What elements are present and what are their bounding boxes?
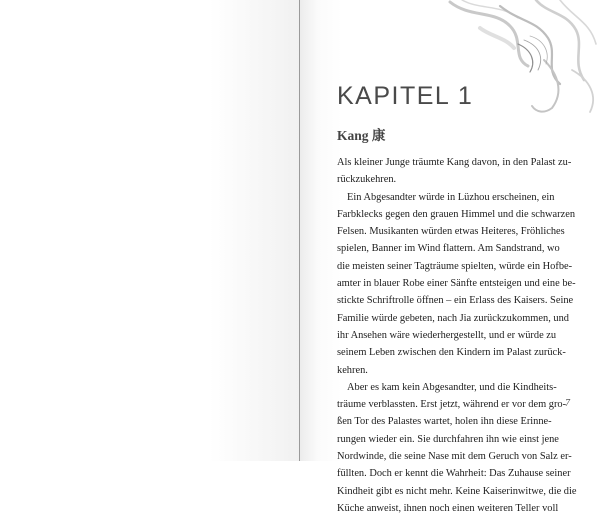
section-heading: Kang 康 <box>337 128 386 143</box>
text-line: seinem Leben zwischen den Kindern im Palast zurück- <box>337 347 566 359</box>
chapter-title: KAPITEL 1 <box>337 82 474 110</box>
body-text <box>337 154 577 517</box>
text-line: Ein Abgesandter würde in Lüzhou erscheinen, ein <box>347 191 555 203</box>
text-line: träume verblassten. Erst jetzt, während er vor dem gro- <box>337 399 567 411</box>
text-line: Felsen. Musikanten würden etwas Heiteres, Fröhliches <box>337 226 565 238</box>
text-line: stickte Schriftrolle öffnen – ein Erlass des Kaisers. Seine <box>337 295 574 307</box>
text-line: ihr Ansehen wäre wiederhergestellt, und er würde zu <box>337 329 557 341</box>
text-line: Kindheit gibt es nicht mehr. Keine Kaiserinwitwe, die die <box>337 485 577 497</box>
text-line: Als kleiner Junge träumte Kang davon, in den Palast zu- <box>337 157 572 168</box>
left-page-blank <box>0 0 299 461</box>
text-line: amter in blauer Robe einer Sänfte entsteigen und eine be- <box>337 278 576 290</box>
text-line: rückzukehren. <box>337 174 397 186</box>
text-line: spielen, Banner im Wind flattern. Am Sandstrand, wo <box>337 243 560 255</box>
text-line: Familie würde gebeten, nach Jia zurückzukommen, und <box>337 312 569 324</box>
page-number: 7 <box>565 398 570 409</box>
text-line: füllten. Doch er kennt die Wahrheit: Das Zuhause seiner <box>337 468 571 480</box>
text-line: Nordwinde, die seine Nase mit dem Geruch von Salz er- <box>337 451 572 463</box>
text-line: ßen Tor des Palastes wartet, holen ihn diese Erinne- <box>337 416 552 428</box>
text-line: Küche anweist, ihnen noch einen weiteren Teller voll <box>337 502 559 514</box>
text-line: kehren. <box>337 364 368 376</box>
text-line: Farbklecks gegen den grauen Himmel und die schwarzen <box>337 208 576 220</box>
text-line: rungen wieder ein. Sie durchfahren ihn wie einst jene <box>337 433 559 445</box>
text-line: Aber es kam kein Abgesandter, und die Kindheits- <box>347 381 557 393</box>
text-line: die meisten seiner Tagträume spielten, würde ein Hofbe- <box>337 260 573 272</box>
